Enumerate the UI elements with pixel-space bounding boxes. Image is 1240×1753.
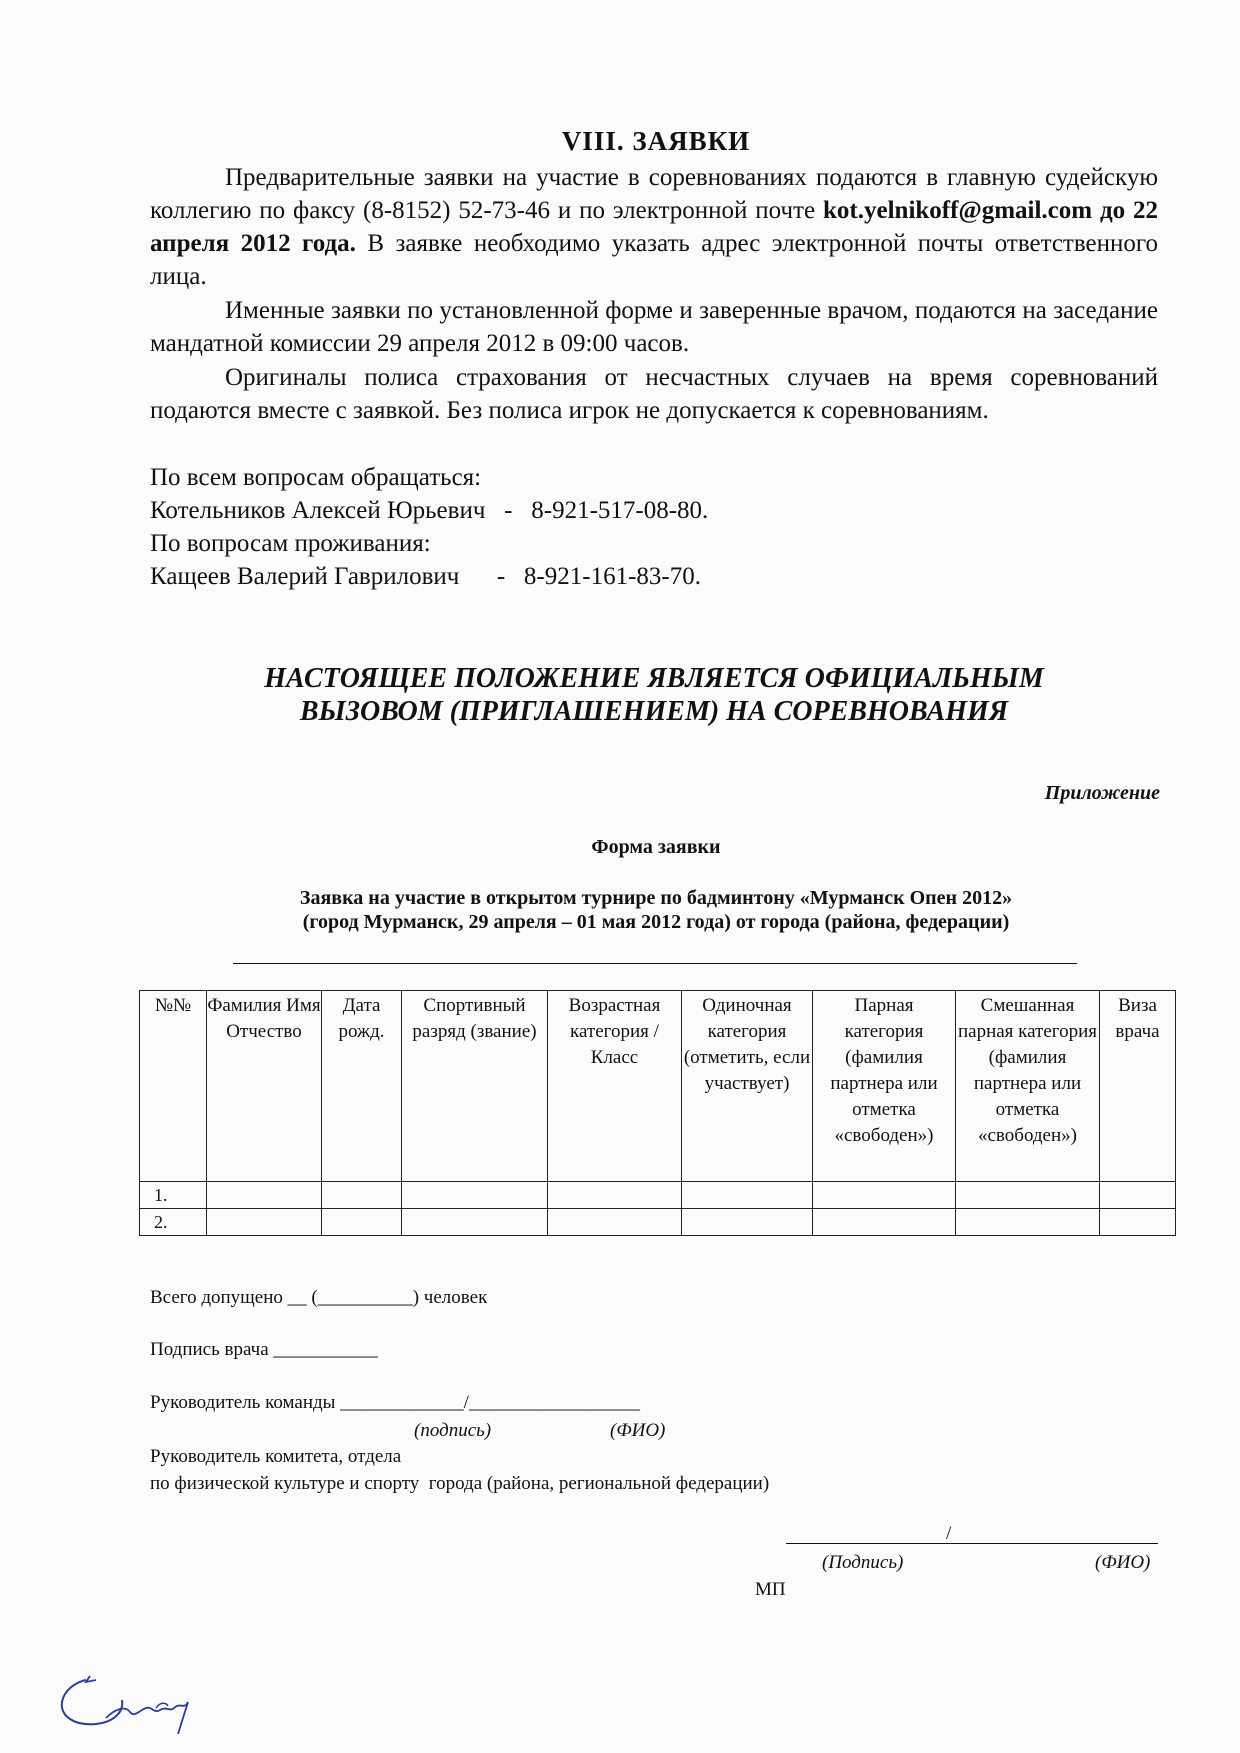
appendix-label: Приложение bbox=[1044, 782, 1160, 804]
paragraph-text: В заявке необходимо указать адрес электронной почты ответственного лица. bbox=[150, 230, 1158, 290]
table-cell bbox=[1100, 1182, 1176, 1209]
header-doubles: Парная категория (фамилия партнера или отметка «свободен») bbox=[813, 991, 956, 1182]
table-cell bbox=[813, 1182, 956, 1209]
table-row bbox=[140, 1209, 1176, 1236]
header-birth-date: Дата рожд. bbox=[322, 991, 402, 1182]
row-number: 1. bbox=[140, 1182, 207, 1209]
table-cell bbox=[207, 1209, 322, 1236]
table-cell bbox=[813, 1209, 956, 1236]
row-number: 2. bbox=[140, 1209, 207, 1236]
header-mixed: Смешанная парная категория (фамилия партнера или отметка «свободен») bbox=[956, 991, 1100, 1182]
admitted-count-line: Всего допущено __ (__________) человек bbox=[150, 1287, 488, 1308]
city-fill-line bbox=[233, 963, 1077, 964]
header-number: №№ bbox=[140, 991, 207, 1182]
table-cell bbox=[548, 1209, 682, 1236]
header-sport-rank: Спортивный разряд (звание) bbox=[402, 991, 548, 1182]
table-header-row bbox=[140, 991, 1176, 1182]
table-cell bbox=[402, 1182, 548, 1209]
handwritten-signature-icon bbox=[56, 1672, 216, 1742]
official-invitation-notice bbox=[150, 662, 1158, 728]
table-cell bbox=[322, 1182, 402, 1209]
signature-caption-2: (Подпись) bbox=[822, 1552, 904, 1573]
fio-caption-2: (ФИО) bbox=[1095, 1552, 1151, 1573]
header-age-category: Возрастная категория / Класс bbox=[548, 991, 682, 1182]
accommodation-contact: Кащеев Валерий Гаврилович - 8-921-161-83-70. bbox=[150, 563, 701, 590]
committee-head-line: Руководитель комитета, отдела bbox=[150, 1446, 402, 1467]
table-cell bbox=[207, 1182, 322, 1209]
fio-caption: (ФИО) bbox=[610, 1420, 666, 1441]
table-cell bbox=[322, 1209, 402, 1236]
official-line: ВЫЗОВОМ (ПРИГЛАШЕНИЕМ) НА СОРЕВНОВАНИЯ bbox=[299, 696, 1009, 727]
paragraph-named-requests: Именные заявки по установленной форме и заверенные врачом, подаются на заседание мандатной комиссии 29 апреля 2012 в 09:00 часов. bbox=[150, 297, 1158, 357]
contacts-question: По всем вопросам обращаться: bbox=[150, 464, 482, 491]
paragraph-text: Предварительные заявки на участие в соревнованиях подаются в главную судейскую коллегию по факсу (8-8152) 52-73-46 и по электронной почте bbox=[150, 164, 1158, 224]
header-doctor-visa: Виза врача bbox=[1100, 991, 1176, 1182]
table-cell bbox=[682, 1209, 813, 1236]
contact-person: Котельников Алексей Юрьевич - 8-921-517-08-80. bbox=[150, 497, 709, 524]
table-cell bbox=[402, 1209, 548, 1236]
table-row bbox=[140, 1182, 1176, 1209]
request-title-line: Заявка на участие в открытом турнире по бадминтону «Мурманск Опен 2012» bbox=[299, 887, 1013, 909]
signature-separator: / bbox=[946, 1523, 952, 1544]
email-deadline: kot.yelnikoff@gmail.com до 22 апреля 2012 года. bbox=[150, 197, 1158, 257]
accommodation-question: По вопросам проживания: bbox=[150, 530, 431, 557]
signature-caption: (подпись) bbox=[414, 1420, 492, 1441]
committee-signature-line bbox=[786, 1543, 1158, 1544]
paragraph-preliminary-requests bbox=[150, 161, 1158, 293]
stamp-place-label: МП bbox=[755, 1579, 786, 1600]
table-cell bbox=[1100, 1209, 1176, 1236]
table-cell bbox=[682, 1182, 813, 1209]
form-title: Форма заявки bbox=[591, 836, 721, 858]
doctor-signature-line: Подпись врача ___________ bbox=[150, 1339, 378, 1360]
paragraph-insurance: Оригиналы полиса страхования от несчастных случаев на время соревнований подаются вместе с заявкой. Без полиса игрок не допускается к соревнованиям. bbox=[150, 364, 1158, 424]
table-cell bbox=[956, 1182, 1100, 1209]
team-leader-line: Руководитель команды _____________/__________________ bbox=[150, 1392, 640, 1413]
header-singles: Одиночная категория (отметить, если участвует) bbox=[682, 991, 813, 1182]
table-cell bbox=[548, 1182, 682, 1209]
request-title-line: (город Мурманск, 29 апреля – 01 мая 2012 года) от города (района, федерации) bbox=[302, 911, 1010, 933]
header-full-name: Фамилия Имя Отчество bbox=[207, 991, 322, 1182]
request-title bbox=[0, 886, 1240, 934]
committee-head-line-2: по физической культуре и спорту города (района, региональной федерации) bbox=[150, 1473, 770, 1494]
application-table bbox=[139, 990, 1176, 1236]
table-cell bbox=[956, 1209, 1100, 1236]
official-line: НАСТОЯЩЕЕ ПОЛОЖЕНИЕ ЯВЛЯЕТСЯ ОФИЦИАЛЬНЫМ bbox=[264, 663, 1044, 694]
section-title: VIII. ЗАЯВКИ bbox=[561, 126, 751, 156]
